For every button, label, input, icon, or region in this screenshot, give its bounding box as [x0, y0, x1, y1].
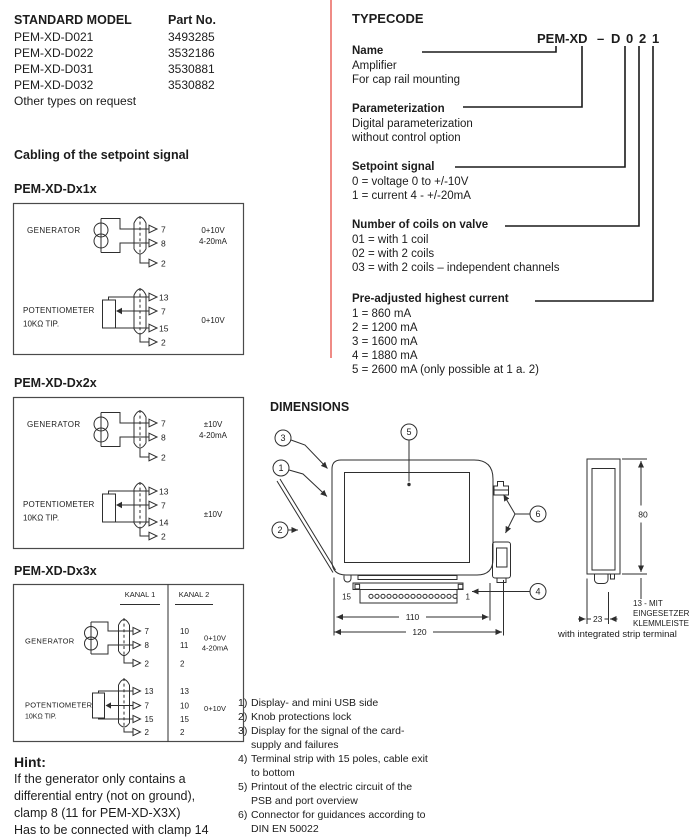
part-number: 3530882: [168, 78, 215, 92]
cabling-heading: Cabling of the setpoint signal: [14, 148, 189, 162]
strip-note-en: with integrated strip terminal: [558, 629, 677, 639]
terminal-number: 13: [144, 687, 154, 696]
kanal1-header: KANAL 1: [124, 590, 156, 599]
section-title: Setpoint signal: [352, 161, 435, 173]
terminal-arrow-icons: [149, 419, 157, 461]
terminal-strip: [342, 583, 470, 603]
footnote-text: PSB and port overview: [251, 795, 358, 807]
model-name: PEM-XD-D031: [14, 62, 94, 76]
dim-label-120: 120: [412, 627, 427, 637]
footnote-text: DIN EN 50022: [251, 823, 319, 835]
callout-1: [273, 460, 327, 497]
cable-shield-icon: [134, 482, 149, 536]
dimension-80: [622, 459, 648, 599]
typecode-heading: TYPECODE: [352, 11, 424, 26]
typecode-char-2: 2: [639, 31, 647, 46]
dimension-23: [578, 579, 618, 625]
terminal-number: 2: [144, 659, 149, 669]
part-number: 3530881: [168, 62, 215, 76]
section-line: Digital parameterization: [352, 118, 473, 130]
footnote-item: [238, 808, 448, 836]
footnote-number: 6): [238, 809, 248, 821]
terminal-number: 8: [161, 432, 166, 443]
footnote-text: Knob protections lock: [251, 711, 352, 723]
generator-symbol: [27, 219, 149, 253]
footnote-number: 4): [238, 753, 248, 765]
typecode-char-dash: –: [597, 31, 605, 46]
strip-note-de-line: KLEMMLEISTE: [633, 619, 690, 628]
typecode-char-0: 0: [626, 31, 634, 46]
part-number: 3532186: [168, 46, 215, 60]
signal-range-label: 4-20mA: [201, 643, 229, 653]
footnote-number: 1): [238, 697, 248, 709]
callout-number: 5: [406, 427, 412, 437]
section-title: Pre-adjusted highest current: [352, 293, 509, 305]
footnote-text: to bottom: [251, 767, 295, 779]
potentiometer-label: POTENTIOMETER: [25, 700, 93, 710]
diagram-title-dx2x: PEM-XD-Dx2x: [14, 376, 97, 390]
other-types-note: Other types on request: [14, 94, 137, 108]
typecode-section-parameterization: [352, 102, 473, 145]
cable-shield-icon: [134, 410, 149, 457]
section-line: without control option: [352, 132, 461, 144]
potentiometer-sub-label: 10KΩ TIP.: [23, 513, 60, 523]
footnote-item: [238, 696, 448, 710]
typecode-section-name: [352, 44, 460, 87]
section-line: For cap rail mounting: [352, 74, 461, 86]
hint-line: clamp 8 (11 for PEM-XD-X3X): [14, 806, 181, 820]
callout-2: [272, 522, 298, 538]
part-no-header: Part No.: [168, 13, 216, 27]
display-signal-dot: [407, 483, 410, 486]
strip-pole-first: 15: [342, 592, 351, 602]
generator-label: GENERATOR: [27, 420, 81, 429]
terminal-number: 11: [180, 641, 189, 650]
dim-label-23: 23: [592, 614, 603, 624]
terminal-number: 13: [159, 486, 169, 497]
section-line: 3 = 1600 mA: [352, 336, 418, 348]
hint-line: If the generator only contains a: [14, 772, 186, 786]
terminal-arrow-icons: [133, 627, 141, 666]
dimension-120: [335, 627, 503, 637]
generator-label: GENERATOR: [25, 636, 75, 646]
typecode-section-current: [352, 292, 539, 377]
section-title: Parameterization: [352, 103, 445, 115]
footnote-item: [238, 752, 448, 780]
terminal-number: 2: [161, 258, 166, 269]
table-row: [14, 77, 215, 93]
typecode-char-d: D: [611, 31, 621, 46]
terminal-number: 15: [180, 715, 189, 724]
callout-number: 4: [535, 586, 541, 597]
hint-text: [14, 771, 209, 839]
typecode-section-coils: [352, 218, 559, 275]
terminal-number: 13: [159, 292, 169, 303]
hint-line: Has to be connected with clamp 14: [14, 823, 209, 837]
wiring-diagram-dx1x: [12, 202, 245, 356]
terminal-arrow-icons: [133, 687, 141, 735]
potentiometer-sub-label: 10KΩ TIP.: [23, 319, 60, 329]
section-line: 01 = with 1 coil: [352, 234, 429, 246]
callout-6: [504, 495, 547, 534]
potentiometer-symbol: [25, 691, 133, 721]
signal-range-label: 0+10V: [201, 226, 225, 235]
callout-number: 2: [277, 525, 283, 535]
typecode-string: PEM-XD: [537, 31, 588, 46]
signal-range-label: 4-20mA: [198, 237, 228, 246]
terminal-number: 7: [144, 627, 149, 636]
terminal-arrow-icons: [149, 225, 157, 267]
footnote-item: [238, 710, 448, 724]
wiring-diagram-dx3x: [12, 580, 245, 748]
section-line: 0 = voltage 0 to +/-10V: [352, 176, 469, 188]
terminal-number: 7: [144, 701, 149, 711]
part-number: 3493285: [168, 30, 215, 44]
diagram-title-dx1x: PEM-XD-Dx1x: [14, 182, 97, 196]
generator-symbol: [27, 413, 149, 447]
typecode-char-1: 1: [652, 31, 660, 46]
signal-range-label: ±10V: [203, 420, 223, 429]
section-line: 4 = 1880 mA: [352, 350, 418, 362]
terminal-number: 2: [161, 452, 166, 463]
strip-note-de-line: EINGESETZER: [633, 609, 690, 618]
terminal-number: 8: [144, 641, 149, 650]
device-front-view: [277, 460, 511, 583]
potentiometer-sub-label: 10KΩ TIP.: [25, 713, 57, 721]
model-name: PEM-XD-D021: [14, 30, 94, 44]
section-line: Amplifier: [352, 60, 397, 72]
terminal-number: 2: [144, 728, 149, 737]
footnote-text: Display- and mini USB side: [251, 697, 379, 709]
terminal-number: 2: [180, 659, 185, 669]
strip-note-de-line: 13 - MIT: [633, 599, 663, 608]
terminal-number: 2: [161, 337, 166, 348]
section-line: 02 = with 2 coils: [352, 248, 435, 260]
rail-clip-top: [494, 482, 509, 496]
cable-shield-icon: [134, 216, 149, 263]
terminal-number: 13: [180, 687, 189, 696]
dim-label-110: 110: [405, 612, 420, 622]
signal-range-label: 4-20mA: [198, 431, 228, 440]
model-name: PEM-XD-D022: [14, 46, 94, 60]
potentiometer-symbol: [23, 491, 149, 523]
terminal-number: 15: [159, 323, 169, 334]
terminal-number: 2: [180, 728, 185, 737]
signal-range-label: 0+10V: [204, 704, 226, 713]
section-title: Number of coils on valve: [352, 219, 489, 231]
terminal-number: 15: [144, 715, 154, 724]
terminal-number: 7: [161, 418, 166, 429]
footnote-item: [238, 724, 448, 752]
terminal-number: 7: [161, 224, 166, 235]
terminal-number: 7: [161, 500, 166, 511]
footnote-number: 3): [238, 725, 248, 737]
footnote-number: 5): [238, 781, 248, 793]
terminal-number: 10: [180, 627, 189, 636]
footnote-text: supply and failures: [251, 739, 339, 751]
cable-shield-icon: [134, 288, 149, 342]
cable-shield-icon: [119, 618, 134, 663]
section-title: Name: [352, 45, 384, 57]
potentiometer-label: POTENTIOMETER: [23, 306, 95, 315]
table-row: [14, 29, 215, 45]
dimensions-drawing: [265, 420, 700, 639]
footnote-text: Printout of the electric circuit of the: [251, 781, 413, 793]
footnote-text: Connector for guidances according to: [251, 809, 426, 821]
dimensions-heading: DIMENSIONS: [270, 400, 350, 414]
terminal-number: 2: [161, 531, 166, 542]
callout-number: 6: [535, 509, 541, 519]
signal-range-label: 0+10V: [201, 316, 225, 325]
terminal-arrow-icons: [149, 293, 157, 346]
model-name: PEM-XD-D032: [14, 78, 94, 92]
section-line: 1 = current 4 - +/-20mA: [352, 190, 471, 202]
terminal-number: 14: [159, 517, 169, 528]
section-line: 2 = 1200 mA: [352, 322, 418, 334]
section-line: 5 = 2600 mA (only possible at 1 a. 2): [352, 364, 539, 376]
wiring-diagram-dx2x: [12, 396, 245, 550]
callout-number: 1: [278, 463, 284, 473]
diagram-title-dx3x: PEM-XD-Dx3x: [14, 564, 97, 578]
strip-pole-last: 1: [465, 592, 470, 602]
terminal-number: 7: [161, 306, 166, 317]
footnote-list: [238, 696, 448, 836]
section-line: 1 = 860 mA: [352, 308, 412, 320]
typecode-section-setpoint: [352, 160, 471, 203]
terminal-number: 8: [161, 238, 166, 249]
terminal-arrow-icons: [149, 487, 157, 540]
terminal-number: 10: [180, 701, 189, 711]
section-line: 03 = with 2 coils – independent channels: [352, 262, 560, 274]
callout-4: [472, 584, 546, 600]
rail-connector-bottom: [493, 542, 511, 583]
standard-model-heading: STANDARD MODEL: [14, 13, 132, 27]
column-divider: [330, 0, 332, 358]
footnote-text: Terminal strip with 15 poles, cable exit: [251, 753, 428, 765]
device-side-view: [587, 459, 620, 584]
potentiometer-label: POTENTIOMETER: [23, 500, 95, 509]
kanal2-header: KANAL 2: [178, 590, 210, 599]
potentiometer-symbol: [23, 297, 149, 329]
footnote-item: [238, 780, 448, 808]
callout-number: 3: [280, 433, 286, 443]
footnote-text: Display for the signal of the card-: [251, 725, 405, 737]
knob-protection-strip: [277, 479, 336, 573]
generator-label: GENERATOR: [27, 226, 81, 235]
table-row: [14, 45, 215, 61]
hint-heading: Hint:: [14, 754, 46, 770]
table-row: [14, 61, 215, 77]
signal-range-label: ±10V: [203, 510, 223, 519]
hint-line: differential entry (not on ground),: [14, 789, 196, 803]
generator-symbol: [25, 622, 133, 654]
footnote-number: 2): [238, 711, 248, 723]
dim-label-80: 80: [638, 509, 648, 520]
signal-range-label: 0+10V: [204, 633, 226, 643]
